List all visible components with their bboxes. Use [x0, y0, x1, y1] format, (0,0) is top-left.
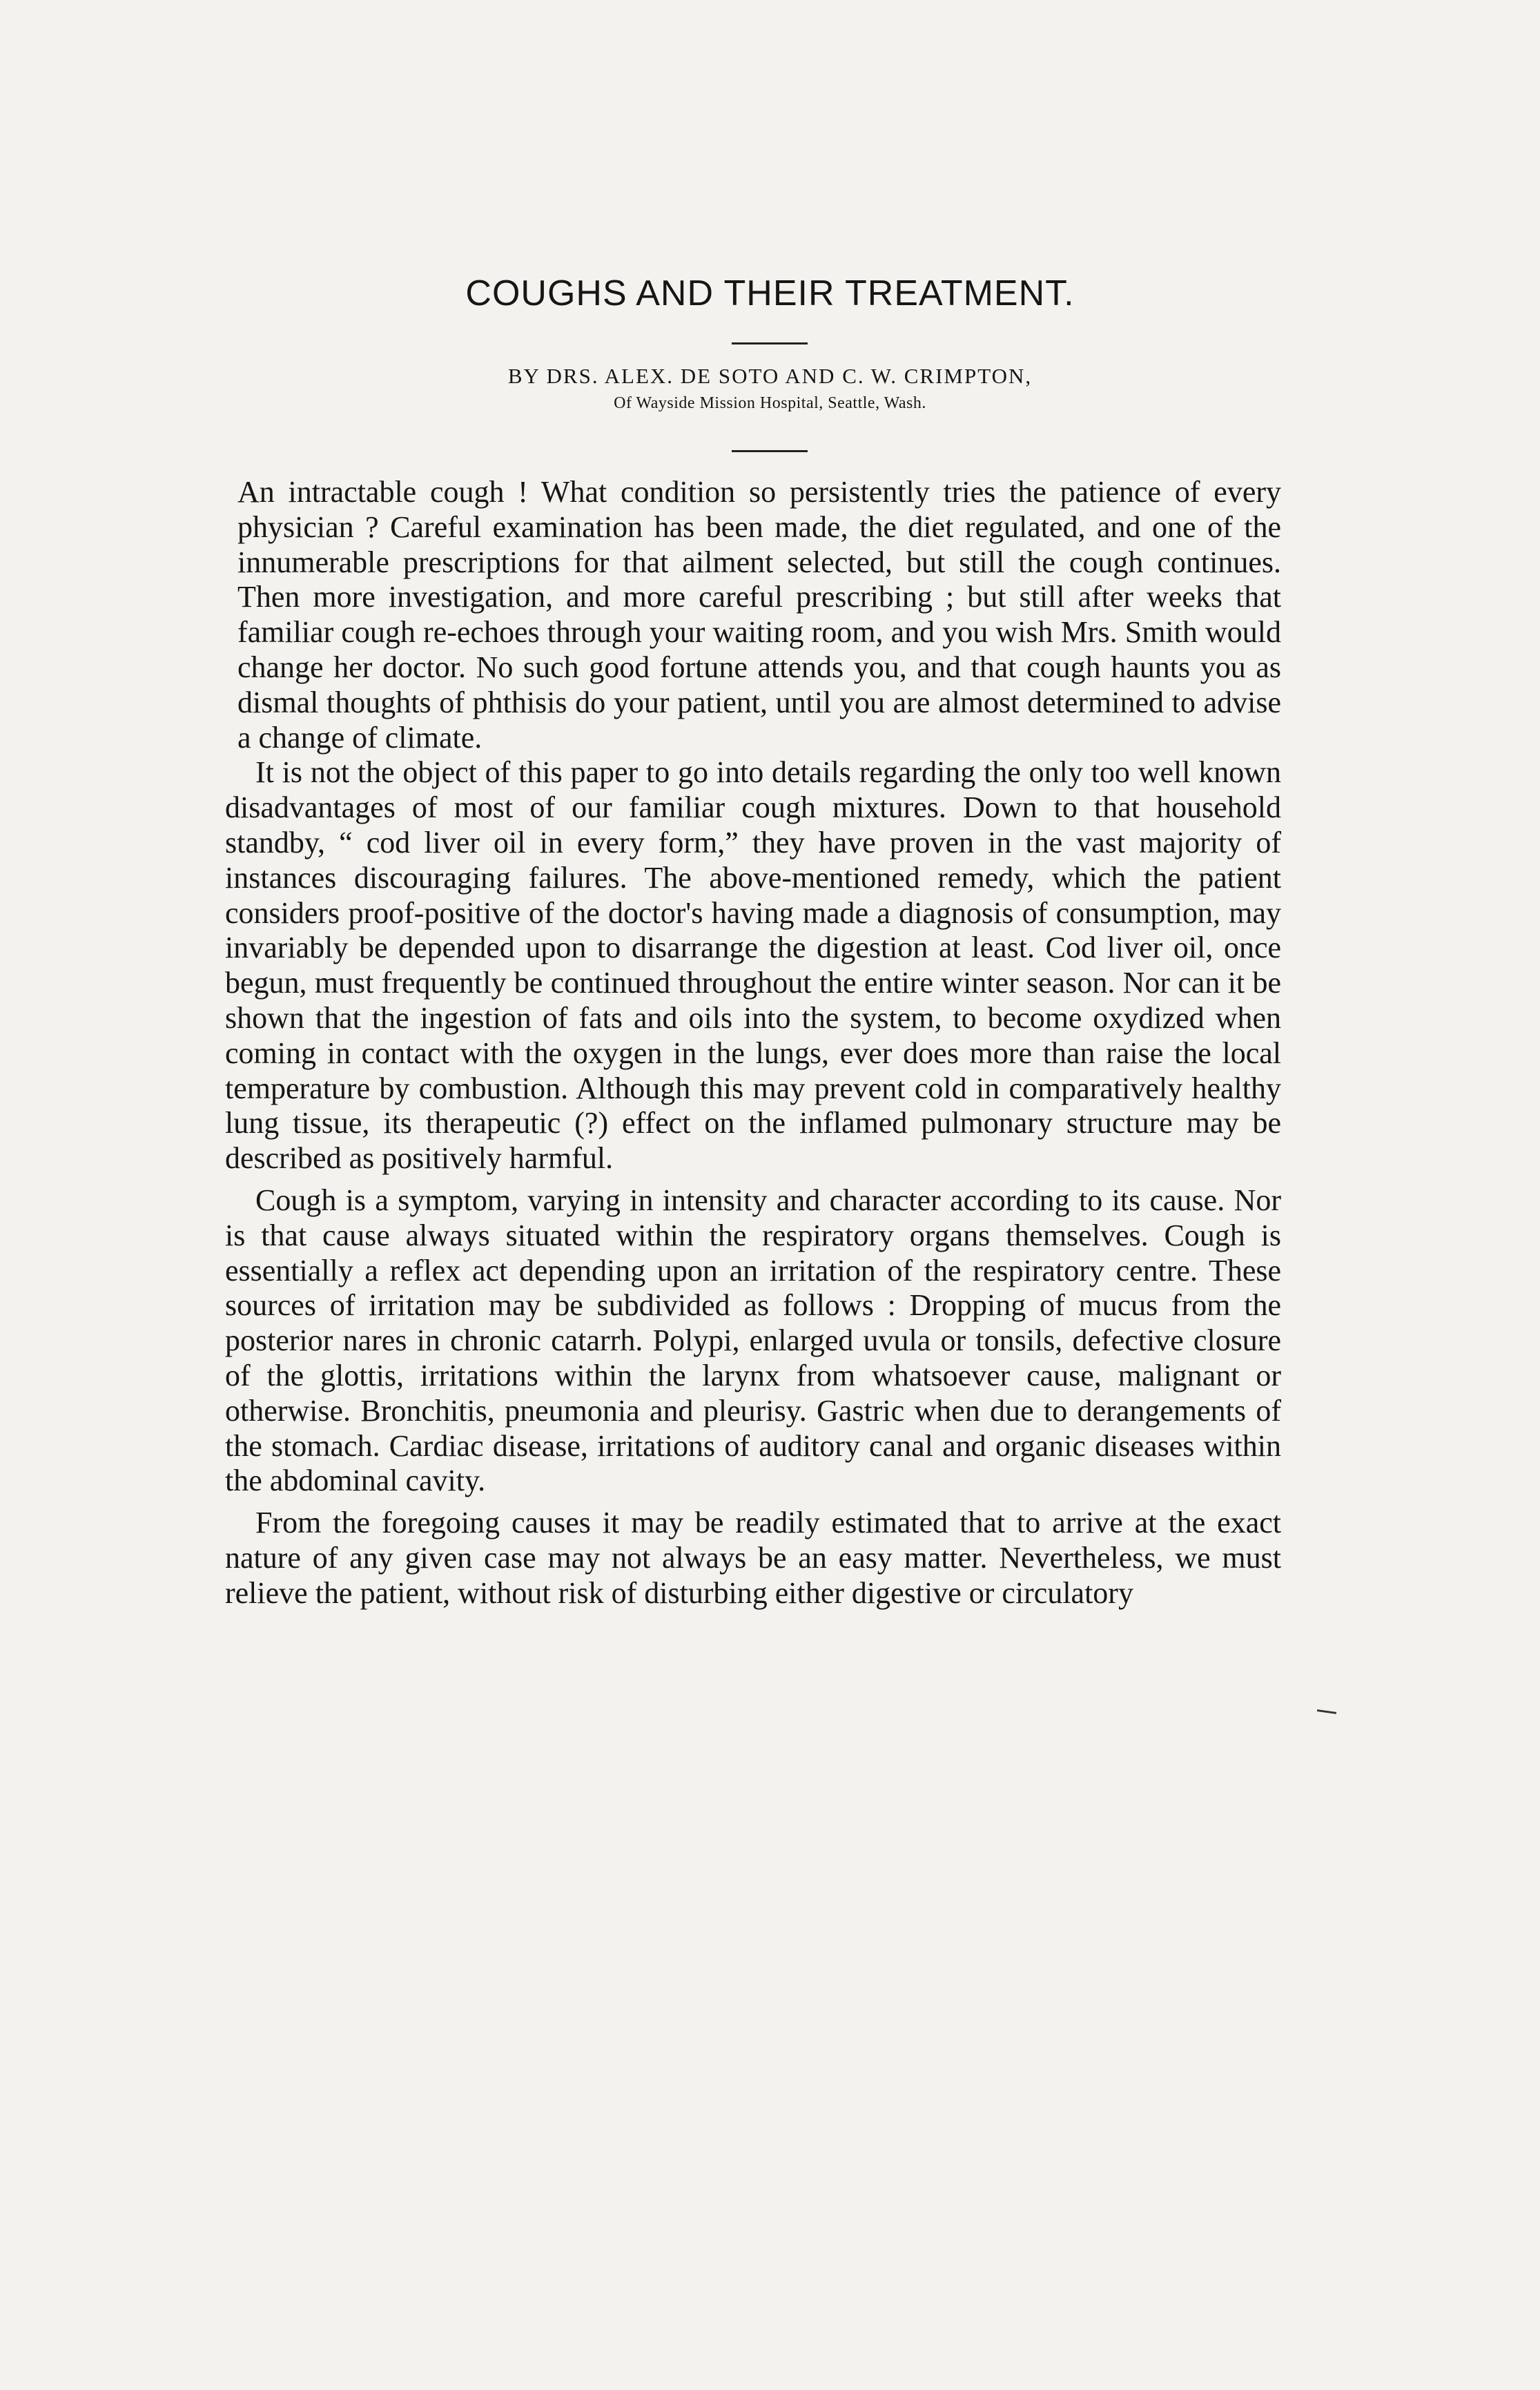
paragraph-3: Cough is a symptom, varying in intensity and character according to its cause. Nor is that cause always situated within the respiratory organs themselves. Cough is essentially a reflex act depending upon an irritation of the respiratory centre. These sources of irritation may be subdivided as follows : Dropping of mucus from the posterior nares in chronic catarrh. Polypi, enlarged uvula or tonsils, defective closure of the glottis, irritations within the larynx from whatsoever cause, malignant or otherwise. Bronchitis, pneumonia and pleurisy. Gastric when due to derangements of the stomach. Cardiac disease, irritations of auditory canal and organic diseases within the abdominal cavity.	[225, 1183, 1281, 1498]
title-rule	[732, 342, 808, 344]
margin-mark	[1317, 1709, 1336, 1714]
paragraph-4: From the foregoing causes it may be readily estimated that to arrive at the exact nature of any given case may not always be an easy matter. Nevertheless, we must relieve the patient, without risk of disturbing either digestive or circulatory	[225, 1506, 1281, 1610]
paragraph-1: An intractable cough ! What condition so persistently tries the patience of every physician ? Careful examination has been made, the diet regulated, and one of the innumerable prescriptions for that ailment selected, but still the cough continues. Then more investigation, and more careful prescribing ; but still after weeks that familiar cough re-echoes through your waiting room, and you wish Mrs. Smith would change her doctor. No such good fortune attends you, and that cough haunts you as dismal thoughts of phthisis do your patient, until you are almost determined to advise a change of climate.	[237, 475, 1281, 755]
paragraph-2: It is not the object of this paper to go into details regarding the only too well known disadvantages of most of our familiar cough mixtures. Down to that household standby, “ cod liver oil in every form,” they have proven in the vast majority of instances discouraging failures. The above-mentioned remedy, which the patient considers proof-positive of the doctor's having made a diagnosis of consumption, may invariably be depended upon to disarrange the digestion at least. Cod liver oil, once begun, must frequently be continued throughout the entire winter season. Nor can it be shown that the ingestion of fats and oils into the system, to become oxydized when coming in contact with the oxygen in the lungs, ever does more than raise the local temperature by combustion. Although this may prevent cold in comparatively healthy lung tissue, its therapeutic (?) effect on the inflamed pulmonary structure may be described as positively harmful.	[225, 755, 1281, 1176]
article-byline: BY DRS. ALEX. DE SOTO AND C. W. CRIMPTON,	[507, 364, 1033, 388]
byline-rule	[732, 450, 808, 452]
article-title: COUGHS AND THEIR TREATMENT.	[465, 273, 1075, 313]
article-body	[225, 475, 1281, 1611]
article-affiliation: Of Wayside Mission Hospital, Seattle, Wash.	[614, 394, 926, 412]
